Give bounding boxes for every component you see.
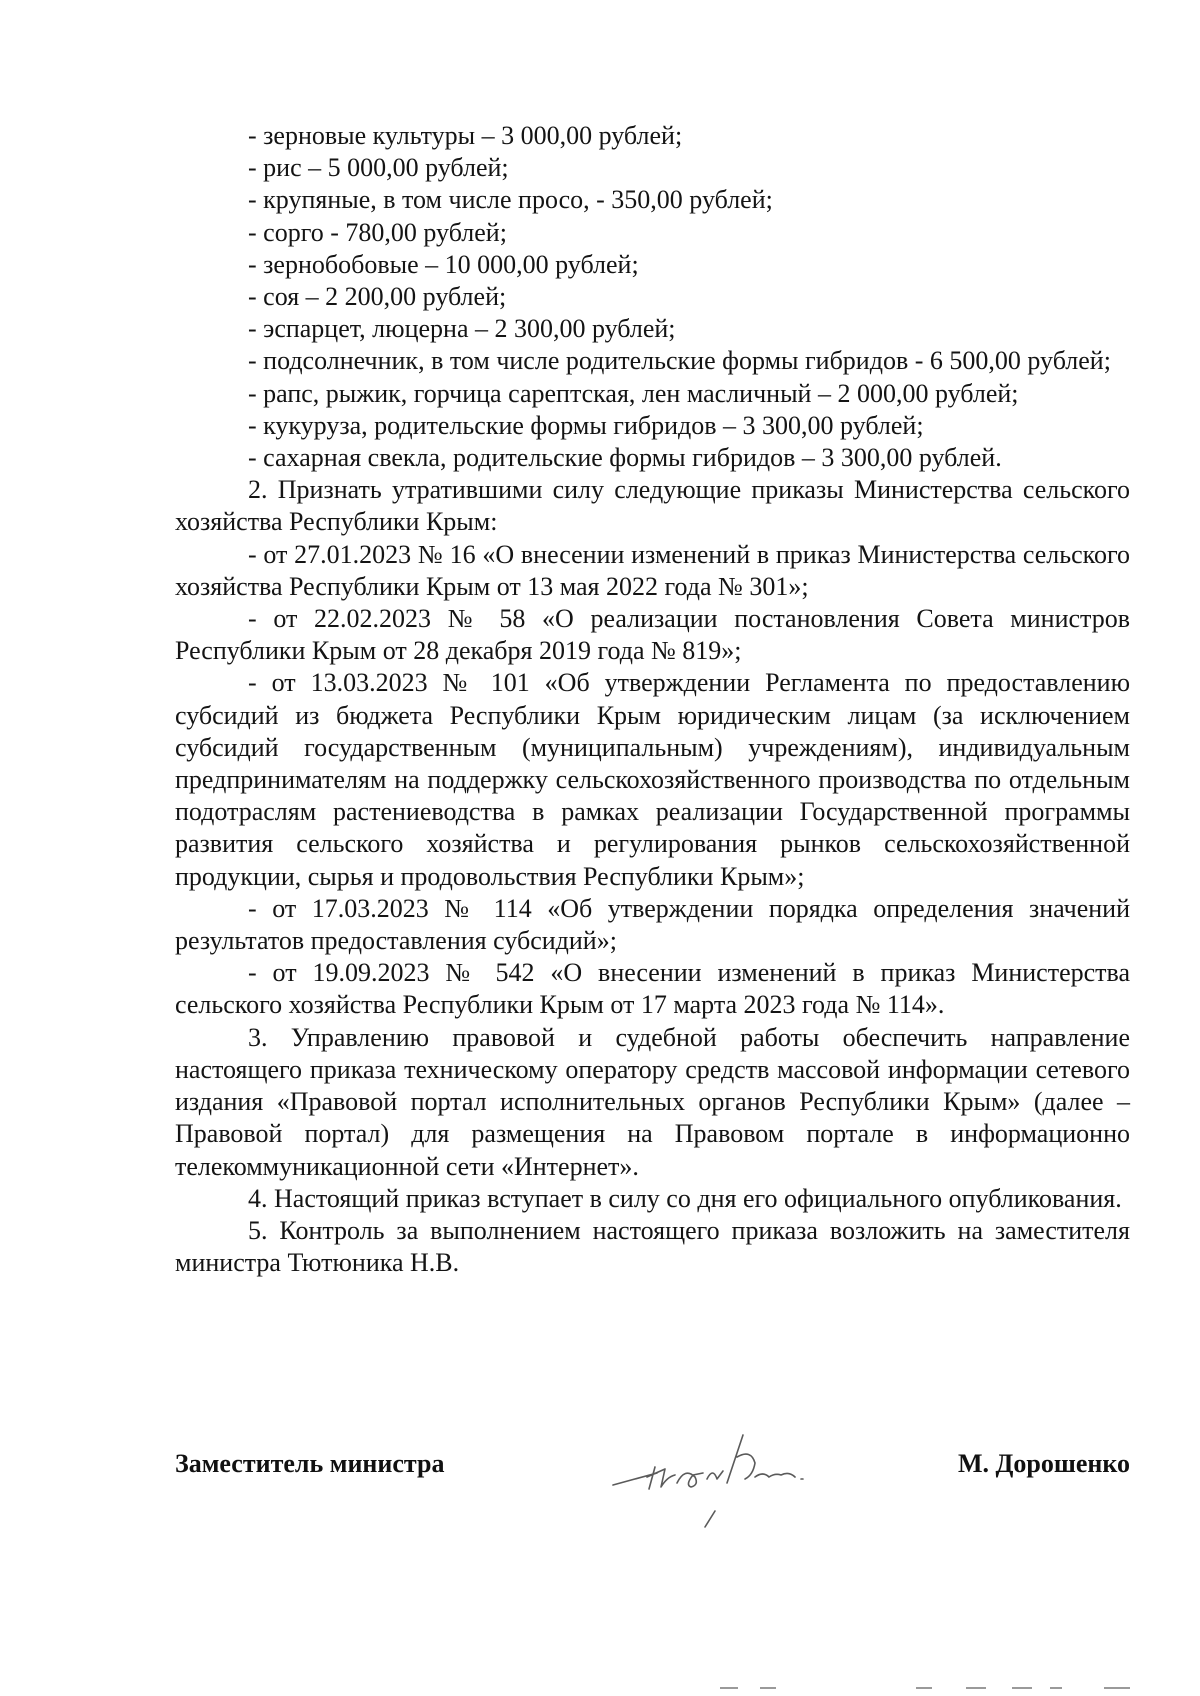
paragraph-4: 4. Настоящий приказ вступает в силу со дня его официального опубликования.	[248, 1183, 1122, 1213]
paragraph-2: 2. Признать утратившими силу следующие приказы Министерства сельского хозяйства Республики Крым:	[175, 475, 1130, 537]
list-item-legumes: - зернобобовые – 10 000,00 рублей;	[248, 249, 639, 279]
list-item-sainfoin: - эспарцет, люцерна – 2 300,00 рублей;	[248, 314, 676, 344]
list-item-sorghum: - сорго - 780,00 рублей;	[248, 217, 507, 247]
list-item-sugar-beet: - сахарная свекла, родительские формы гибридов – 3 300,00 рублей.	[248, 443, 1002, 473]
repealed-order-58: - от 22.02.2023 № 58 «О реализации постановления Совета министров Республики Крым от 28 декабря 2019 года № 819»;	[175, 604, 1130, 666]
signatory-title: Заместитель министра	[175, 1449, 445, 1478]
list-item-rapeseed: - рапс, рыжик, горчица сарептская, лен масличный – 2 000,00 рублей;	[248, 378, 1019, 408]
list-item-sunflower: - подсолнечник, в том числе родительские формы гибридов - 6 500,00 рублей;	[248, 346, 1111, 376]
repealed-order-101: - от 13.03.2023 № 101 «Об утверждении Регламента по предоставлению субсидий из бюджета Республики Крым юридическим лицам (за исключением субсидий государственным (муниципальным) учреждениям), индивидуальным предпринимателям на поддержку сельскохозяйственного производства по отдельным подотраслям растениеводства в рамках реализации Государственной программы развития сельского хозяйства и регулирования рынков сельскохозяйственной продукции, сырья и продовольствия Республики Крым»;	[175, 668, 1130, 891]
scan-edge-marks	[720, 1684, 1140, 1692]
list-item-soy: - соя – 2 200,00 рублей;	[248, 282, 507, 312]
paragraph-5: 5. Контроль за выполнением настоящего приказа возложить на заместителя министра Тютюника Н.В.	[175, 1215, 1130, 1278]
list-item-grain: - зерновые культуры – 3 000,00 рублей;	[248, 121, 683, 150]
list-item-rice: - рис – 5 000,00 рублей;	[248, 153, 509, 183]
list-item-corn: - кукуруза, родительские формы гибридов – 3 300,00 рублей;	[248, 410, 924, 440]
repealed-order-114: - от 17.03.2023 № 114 «Об утверждении порядка определения значений результатов предоставления субсидий»;	[175, 893, 1130, 956]
handwritten-signature	[605, 1427, 845, 1537]
paragraph-3: 3. Управлению правовой и судебной работы обеспечить направление настоящего приказа техническому оператору средств массовой информации сетевого издания «Правовой портал исполнительных органов Республики Крым» (далее – Правовой портал) для размещения на Правовом портале в информационно телекоммуникационной сети «Интернет».	[175, 1022, 1130, 1181]
list-item-groats: - крупяные, в том числе просо, - 350,00 рублей;	[248, 185, 773, 215]
repealed-order-16: - от 27.01.2023 № 16 «О внесении изменений в приказ Министерства сельского хозяйства Республики Крым от 13 мая 2022 года № 301»;	[175, 539, 1130, 601]
repealed-order-542: - от 19.09.2023 № 542 «О внесении изменений в приказ Министерства сельского хозяйства Республики Крым от 17 марта 2023 года № 114».	[175, 958, 1130, 1020]
signatory-name: М. Дорошенко	[958, 1449, 1130, 1478]
document-body	[175, 120, 1130, 1279]
signature-block	[175, 1449, 1130, 1509]
